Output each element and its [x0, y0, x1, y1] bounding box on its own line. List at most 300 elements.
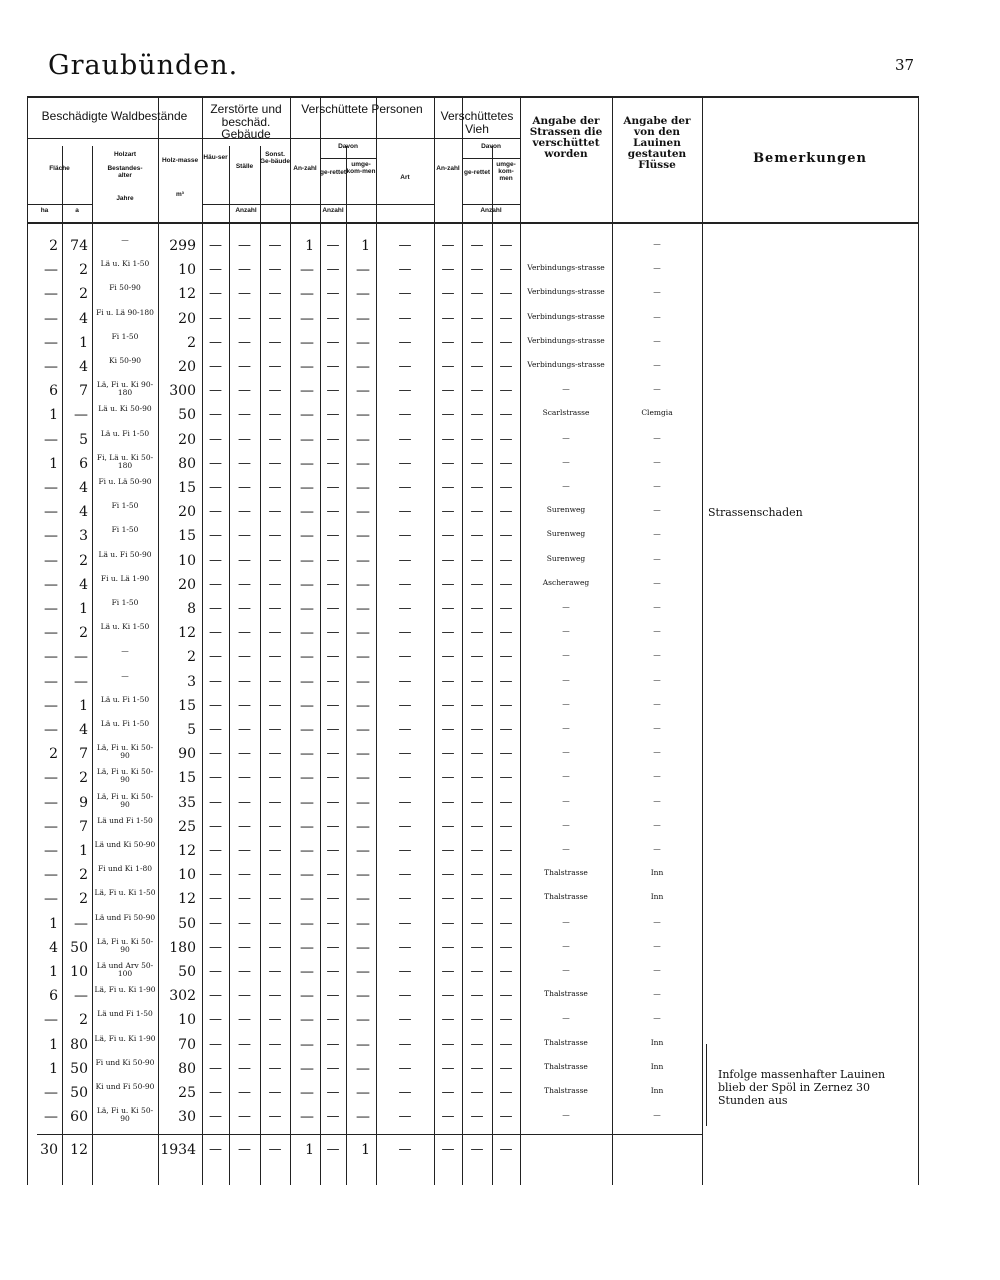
cell-dash: — [268, 1085, 282, 1100]
cell-holzart: Lä u. Ki 1-50 [100, 259, 150, 268]
cell-holzart: Lä u. Fi 1-50 [100, 719, 150, 728]
cell-strasse: — [562, 747, 570, 756]
cell-dash: — [499, 1061, 513, 1076]
cell-dash: — [441, 1061, 455, 1076]
table-rule [27, 204, 92, 205]
cell-dash: — [398, 1061, 412, 1076]
cell-a: 1 [79, 601, 88, 617]
cell-holzart: Fi u. Lä 50-90 [98, 477, 152, 486]
cell-dash: — [268, 432, 282, 447]
cell-dash: — [470, 286, 484, 301]
cell-persons-total: — [300, 262, 314, 278]
cell-dash: — [398, 891, 412, 906]
cell-dash: — [209, 674, 222, 689]
cell-holzmasse: 302 [169, 988, 196, 1004]
cell-dash: — [398, 456, 412, 471]
cell-dash: — [441, 262, 455, 277]
cell-persons-umgekommen: — [356, 649, 370, 665]
cell-persons-umgekommen: — [356, 1061, 370, 1077]
cell-dash: — [441, 383, 455, 398]
cell-dash: — [441, 553, 455, 568]
cell-dash: — [398, 819, 412, 834]
header-davon-cattle: Davon [481, 143, 501, 150]
cell-strasse: — [562, 1110, 570, 1119]
cell-dash: — [268, 843, 282, 858]
cell-dash: — [209, 891, 222, 906]
cell-persons-umgekommen: — [356, 456, 370, 472]
cell-holzmasse: 50 [178, 964, 196, 980]
cell-fluss: — [653, 239, 661, 248]
cell-dash: — [398, 722, 412, 737]
cell-persons-total: — [300, 867, 314, 883]
cell-holzmasse: 70 [178, 1037, 196, 1053]
cell-dash: — [326, 891, 340, 906]
cell-strasse: — [562, 965, 570, 974]
cell-holzart: Ki 50-90 [108, 356, 141, 365]
header-bemerkungen: Bemerkungen [753, 151, 867, 166]
cell-dash: — [441, 964, 455, 979]
cell-dash: — [326, 940, 340, 955]
cell-holzart: Lä und Fi 50-90 [94, 913, 156, 922]
cell-dash: — [499, 1012, 513, 1027]
cell-dash: — [268, 867, 282, 882]
cell-persons-total: — [300, 988, 314, 1004]
cell-a: 7 [79, 819, 88, 835]
cell-dash: — [268, 819, 282, 834]
cell-dash: — [470, 867, 484, 882]
cell-a: 2 [79, 553, 88, 569]
cell-dash: — [499, 964, 513, 979]
cell-dash: — [238, 1037, 251, 1052]
cell-fluss: Inn [650, 1062, 664, 1071]
cell-fluss: — [653, 1013, 661, 1022]
cell-fluss: — [653, 602, 661, 611]
cell-persons-total: — [300, 746, 314, 762]
cell-persons-umgekommen: — [356, 988, 370, 1004]
cell-ha: — [44, 674, 58, 690]
cell-holzart: Lä, Fi u. Ki 50-90 [96, 937, 154, 955]
cell-dash: — [470, 383, 484, 398]
cell-fluss: — [653, 675, 661, 684]
cell-persons-total: — [300, 698, 314, 714]
cell-dash: — [470, 1012, 484, 1027]
cell-ha: 6 [49, 383, 58, 399]
cell-dash: — [326, 335, 340, 350]
total-persons-gerettet: — [326, 1142, 340, 1157]
cell-holzart: Lä, Fi u. Ki 50-90 [96, 792, 154, 810]
header-umgekommen-persons: umge-kom-men [346, 161, 376, 175]
cell-a: — [74, 407, 88, 423]
cell-dash: — [499, 407, 513, 422]
cell-holzart: Fi u. Lä 1-90 [100, 574, 150, 583]
cell-dash: — [470, 262, 484, 277]
cell-holzmasse: 50 [178, 916, 196, 932]
cell-dash: — [326, 1037, 340, 1052]
cell-dash: — [326, 601, 340, 616]
cell-dash: — [441, 286, 455, 301]
cell-persons-total: — [300, 1037, 314, 1053]
cell-dash: — [398, 1109, 412, 1124]
column-rule [702, 96, 703, 1185]
cell-strasse: — [562, 917, 570, 926]
cell-dash: — [326, 407, 340, 422]
cell-dash: — [268, 625, 282, 640]
cell-holzart: Lä, Fi u. Ki 50-90 [96, 1106, 154, 1124]
cell-fluss: — [653, 965, 661, 974]
cell-dash: — [209, 238, 222, 253]
cell-holzmasse: 180 [169, 940, 196, 956]
cell-dash: — [470, 1142, 484, 1157]
header-flaeche: Fläche [49, 165, 70, 172]
cell-fluss: — [653, 917, 661, 926]
cell-ha: — [44, 286, 58, 302]
cell-dash: — [398, 867, 412, 882]
cell-dash: — [209, 383, 222, 398]
cell-a: — [74, 916, 88, 932]
cell-dash: — [441, 335, 455, 350]
header-cattle: Verschüttetes Vieh [440, 109, 514, 136]
cell-dash: — [209, 819, 222, 834]
cell-ha: — [44, 625, 58, 641]
cell-ha: — [44, 262, 58, 278]
cell-dash: — [499, 940, 513, 955]
cell-fluss: — [653, 941, 661, 950]
cell-strasse: — [562, 941, 570, 950]
cell-fluss: — [653, 505, 661, 514]
cell-strasse: — [562, 650, 570, 659]
cell-a: 5 [79, 432, 88, 448]
cell-dash: — [470, 843, 484, 858]
cell-strasse: — [562, 433, 570, 442]
cell-dash: — [398, 843, 412, 858]
page-number: 37 [895, 56, 915, 74]
cell-dash: — [238, 649, 251, 664]
cell-holzmasse: 10 [178, 262, 196, 278]
header-anzahl-persons-total: An-zahl [293, 165, 317, 172]
header-umgekommen-cattle: umge-kom-men [496, 161, 516, 182]
cell-dash: — [398, 335, 412, 350]
header-gerettet-persons: ge-rettet [320, 169, 347, 176]
cell-dash: — [209, 1085, 222, 1100]
cell-dash: — [268, 964, 282, 979]
cell-dash: — [238, 577, 251, 592]
cell-holzmasse: 10 [178, 553, 196, 569]
cell-ha: — [44, 722, 58, 738]
cell-ha: 1 [49, 407, 58, 423]
cell-holzart: Lä, Fi u. Ki 50-90 [96, 767, 154, 785]
header-ha: ha [40, 207, 49, 214]
cell-dash: — [499, 649, 513, 664]
cell-dash: — [326, 577, 340, 592]
cell-dash: — [398, 698, 412, 713]
cell-dash: — [398, 916, 412, 931]
cell-dash: — [326, 843, 340, 858]
cell-strasse: Verbindungs-strasse [527, 287, 605, 296]
cell-dash: — [398, 940, 412, 955]
cell-dash: — [326, 770, 340, 785]
table-rule [462, 204, 520, 205]
cell-dash: — [326, 432, 340, 447]
cell-dash: — [441, 722, 455, 737]
header-anzahl-persons: Anzahl [322, 207, 344, 214]
table-rule [27, 222, 918, 224]
cell-a: 9 [79, 795, 88, 811]
cell-bemerkung: Strassenschaden [708, 506, 803, 519]
cell-dash: — [499, 577, 513, 592]
cell-dash: — [441, 940, 455, 955]
cell-fluss: Inn [650, 892, 664, 901]
cell-dash: — [326, 916, 340, 931]
cell-dash: — [268, 891, 282, 906]
cell-persons-umgekommen: — [356, 504, 370, 520]
cell-a: 1 [79, 698, 88, 714]
cell-holzmasse: 2 [187, 649, 196, 665]
cell-dash: — [238, 1061, 251, 1076]
cell-holzart: Lä, Fi u. Ki 1-90 [94, 1034, 156, 1043]
cell-ha: — [44, 843, 58, 859]
cell-holzmasse: 10 [178, 1012, 196, 1028]
cell-holzmasse: 5 [187, 722, 196, 738]
cell-persons-total: — [300, 601, 314, 617]
cell-fluss: — [653, 433, 661, 442]
cell-dash: — [238, 964, 251, 979]
cell-fluss: — [653, 796, 661, 805]
header-anzahl-cattle-total: An-zahl [436, 165, 460, 172]
cell-dash: — [268, 383, 282, 398]
cell-dash: — [499, 746, 513, 761]
cell-dash: — [326, 964, 340, 979]
cell-dash: — [209, 1142, 222, 1157]
cell-dash: — [398, 746, 412, 761]
cell-holzmasse: 30 [178, 1109, 196, 1125]
cell-a: 60 [70, 1109, 88, 1125]
cell-holzart: Lä und Ki 50-90 [94, 840, 156, 849]
cell-fluss: — [653, 578, 661, 587]
cell-a: 1 [79, 843, 88, 859]
cell-dash: — [209, 916, 222, 931]
cell-a: 4 [79, 722, 88, 738]
cell-dash: — [326, 553, 340, 568]
cell-persons-total: — [300, 1085, 314, 1101]
total-persons: 1 [305, 1142, 314, 1158]
cell-dash: — [209, 649, 222, 664]
cell-dash: — [209, 480, 222, 495]
cell-dash: — [326, 286, 340, 301]
cell-strasse: Scarlstrasse [542, 408, 590, 417]
cell-holzmasse: 12 [178, 843, 196, 859]
cell-dash: — [499, 286, 513, 301]
cell-dash: — [209, 988, 222, 1003]
cell-holzmasse: 15 [178, 770, 196, 786]
cell-dash: — [326, 746, 340, 761]
cell-holzmasse: 25 [178, 819, 196, 835]
cell-fluss: — [653, 481, 661, 490]
cell-persons-umgekommen: — [356, 964, 370, 980]
cell-holzmasse: 299 [169, 238, 196, 254]
table-rule [434, 138, 520, 139]
cell-dash: — [268, 1142, 282, 1157]
cell-dash: — [470, 238, 484, 253]
cell-persons-umgekommen: — [356, 940, 370, 956]
cell-dash: — [470, 504, 484, 519]
cell-strasse: — [562, 723, 570, 732]
cell-dash: — [238, 891, 251, 906]
cell-ha: — [44, 432, 58, 448]
cell-dash: — [398, 795, 412, 810]
cell-a: — [74, 674, 88, 690]
header-persons: Verschüttete Personen [301, 102, 423, 116]
cell-dash: — [499, 1109, 513, 1124]
cell-strasse: — [562, 675, 570, 684]
cell-persons-umgekommen: — [356, 722, 370, 738]
cell-fluss: Clemgia [641, 408, 673, 417]
cell-dash: — [268, 262, 282, 277]
cell-fluss: — [653, 771, 661, 780]
cell-ha: — [44, 1012, 58, 1028]
cell-persons-umgekommen: — [356, 1037, 370, 1053]
cell-persons-umgekommen: — [356, 359, 370, 375]
cell-dash: — [209, 1061, 222, 1076]
cell-persons-total: — [300, 674, 314, 690]
cell-dash: — [268, 1061, 282, 1076]
cell-dash: — [441, 1109, 455, 1124]
cell-dash: — [441, 988, 455, 1003]
cell-dash: — [238, 795, 251, 810]
cell-dash: — [209, 940, 222, 955]
header-m3: m³ [176, 191, 184, 198]
cell-a: 50 [70, 940, 88, 956]
cell-dash: — [209, 335, 222, 350]
cell-dash: — [441, 1085, 455, 1100]
cell-holzart: Fi 1-50 [111, 598, 139, 607]
cell-fluss: Inn [650, 1086, 664, 1095]
cell-dash: — [268, 770, 282, 785]
cell-holzart: Lä u. Ki 1-50 [100, 622, 150, 631]
cell-holzart: Lä u. Ki 50-90 [98, 404, 152, 413]
cell-dash: — [441, 746, 455, 761]
cell-dash: — [441, 528, 455, 543]
cell-dash: — [499, 843, 513, 858]
cell-strasse: — [562, 602, 570, 611]
cell-dash: — [470, 795, 484, 810]
header-gerettet-cattle: ge-rettet [463, 169, 490, 176]
cell-dash: — [398, 770, 412, 785]
cell-dash: — [470, 891, 484, 906]
cell-dash: — [238, 432, 251, 447]
cell-dash: — [499, 504, 513, 519]
cell-dash: — [268, 698, 282, 713]
cell-dash: — [268, 456, 282, 471]
cell-fluss: — [653, 263, 661, 272]
cell-strasse: — [562, 820, 570, 829]
cell-holzmasse: 35 [178, 795, 196, 811]
cell-holzart: Lä u. Fi 50-90 [98, 550, 152, 559]
cell-ha: 2 [49, 746, 58, 762]
cell-ha: — [44, 867, 58, 883]
cell-ha: 1 [49, 916, 58, 932]
cell-dash: — [268, 601, 282, 616]
cell-dash: — [268, 722, 282, 737]
header-art: Art [400, 174, 410, 181]
header-bestandesalter: Bestandes-alter [107, 165, 143, 179]
total-persons-umgekommen: 1 [361, 1142, 370, 1158]
cell-persons-umgekommen: — [356, 843, 370, 859]
cell-dash: — [268, 528, 282, 543]
cell-dash: — [398, 674, 412, 689]
cell-a: 2 [79, 1012, 88, 1028]
cell-holzart: — [121, 235, 129, 244]
cell-dash: — [470, 940, 484, 955]
cell-dash: — [209, 770, 222, 785]
cell-persons-total: — [300, 456, 314, 472]
cell-holzmasse: 20 [178, 577, 196, 593]
cell-dash: — [238, 770, 251, 785]
cell-ha: 6 [49, 988, 58, 1004]
cell-dash: — [398, 649, 412, 664]
cell-strasse: — [562, 771, 570, 780]
table-rule [462, 158, 520, 159]
cell-holzart: Lä u. Fi 1-50 [100, 429, 150, 438]
cell-persons-umgekommen: 1 [361, 238, 370, 254]
cell-holzmasse: 25 [178, 1085, 196, 1101]
header-holzmasse: Holz-masse [161, 157, 199, 164]
cell-dash: — [499, 601, 513, 616]
cell-holzart: Lä, Fi u. Ki 1-90 [94, 985, 156, 994]
cell-persons-total: — [300, 795, 314, 811]
cell-dash: — [268, 311, 282, 326]
cell-dash: — [470, 746, 484, 761]
cell-dash: — [470, 456, 484, 471]
cell-dash: — [238, 1142, 251, 1157]
cell-dash: — [499, 480, 513, 495]
cell-dash: — [441, 649, 455, 664]
cell-a: 4 [79, 504, 88, 520]
header-sonstige: Sonst. Ge-bäude [260, 151, 290, 165]
cell-persons-umgekommen: — [356, 795, 370, 811]
cell-dash: — [470, 698, 484, 713]
cell-ha: 1 [49, 964, 58, 980]
cell-persons-total: — [300, 286, 314, 302]
cell-dash: — [499, 383, 513, 398]
cell-dash: — [268, 359, 282, 374]
page-title: Graubünden. [48, 50, 239, 81]
cell-ha: — [44, 335, 58, 351]
cell-dash: — [441, 359, 455, 374]
cell-dash: — [441, 867, 455, 882]
cell-dash: — [398, 601, 412, 616]
cell-dash: — [499, 867, 513, 882]
cell-holzmasse: 20 [178, 504, 196, 520]
cell-dash: — [470, 649, 484, 664]
cell-persons-umgekommen: — [356, 1012, 370, 1028]
cell-holzmasse: 20 [178, 432, 196, 448]
cell-dash: — [268, 238, 282, 253]
cell-dash: — [238, 262, 251, 277]
cell-dash: — [268, 746, 282, 761]
cell-dash: — [209, 1012, 222, 1027]
cell-holzmasse: 20 [178, 359, 196, 375]
cell-holzmasse: 80 [178, 1061, 196, 1077]
cell-dash: — [238, 601, 251, 616]
cell-dash: — [499, 770, 513, 785]
cell-dash: — [209, 528, 222, 543]
cell-persons-total: — [300, 504, 314, 520]
cell-ha: — [44, 649, 58, 665]
cell-dash: — [470, 432, 484, 447]
brace-mark [706, 1044, 715, 1126]
cell-dash: — [499, 891, 513, 906]
cell-holzart: — [121, 646, 129, 655]
